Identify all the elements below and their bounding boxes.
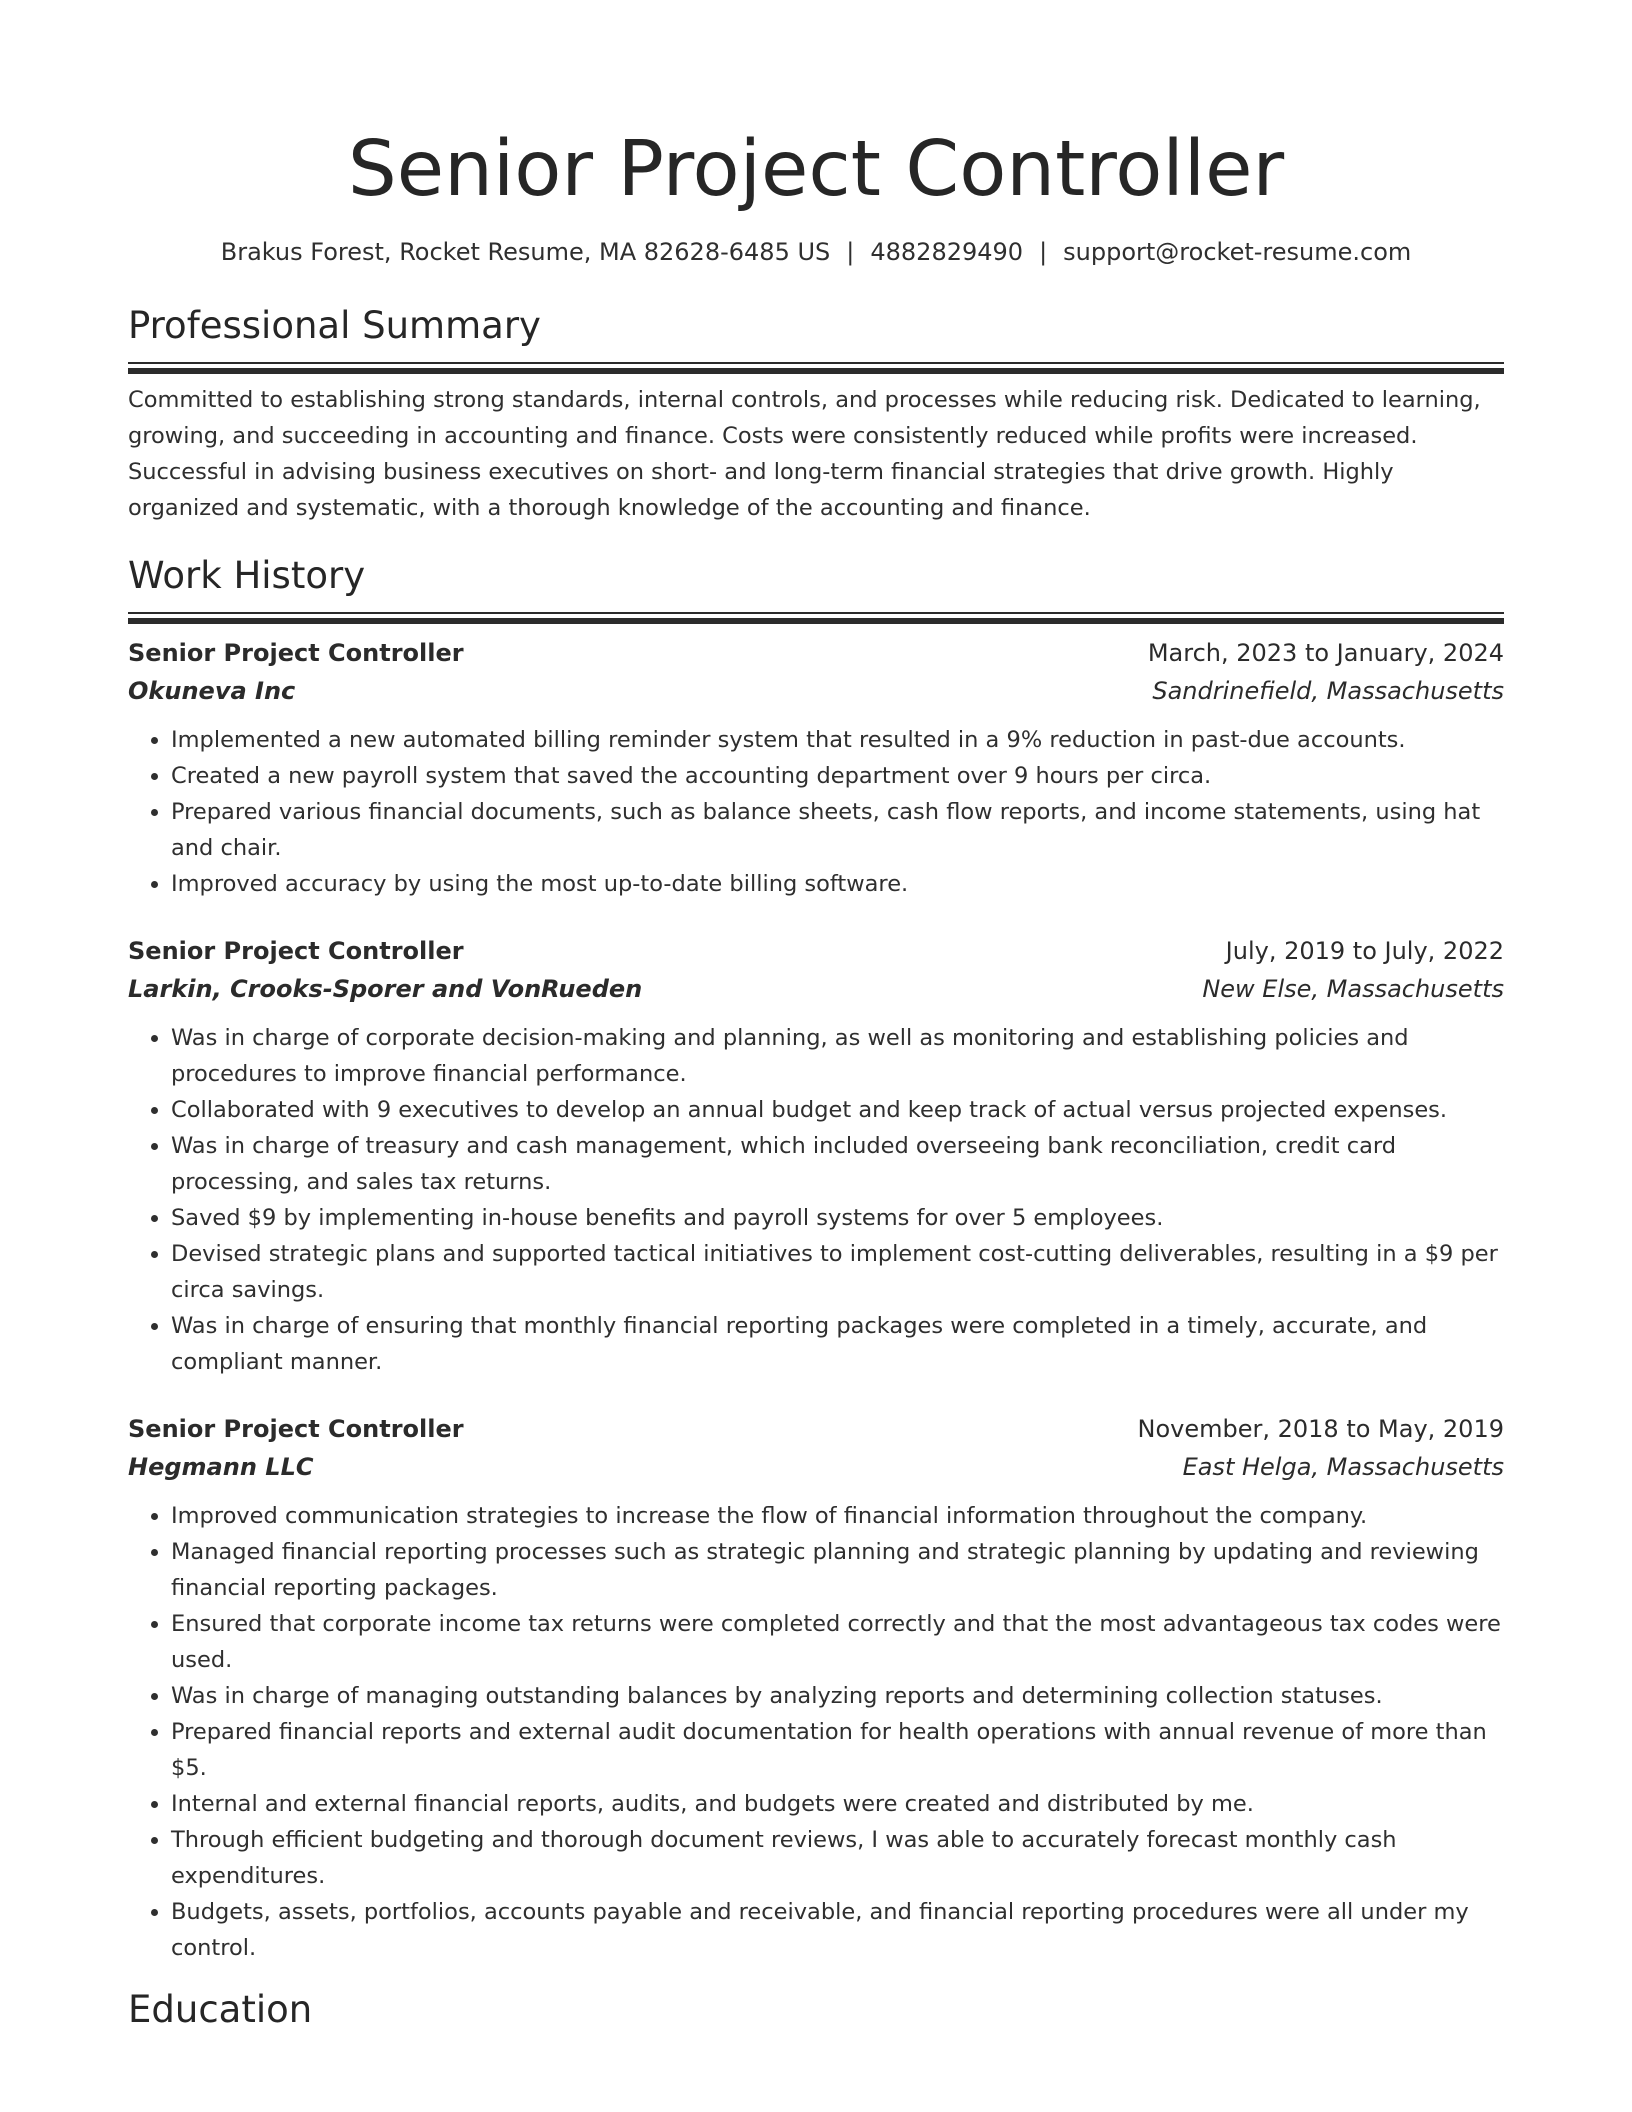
job-company: Okuneva Inc <box>128 677 296 705</box>
job-bullets <box>128 722 1504 902</box>
education-section <box>128 1986 1504 2034</box>
list-item: • Ensured that corporate income tax returns were completed correctly and that the most advantageous tax codes were used. <box>171 1606 1504 1678</box>
list-item: • Budgets, assets, portfolios, accounts payable and receivable, and financial reporting procedures were all under my control. <box>171 1894 1504 1966</box>
section-title-education: Education <box>128 1988 313 2031</box>
job-entry <box>128 932 1504 1380</box>
contact-separator: | <box>1039 238 1048 266</box>
job-subheader <box>128 970 1504 1008</box>
resume-name: Senior Project Controller <box>347 125 1285 214</box>
job-entry <box>128 634 1504 902</box>
job-header <box>128 932 1504 970</box>
list-item: • Internal and external financial reports, audits, and budgets were created and distributed by me. <box>171 1786 1504 1822</box>
resume-page <box>128 0 1504 2034</box>
contact-address: Brakus Forest, Rocket Resume, MA 82628-6485 US <box>220 238 831 266</box>
list-item: • Implemented a new automated billing reminder system that resulted in a 9% reduction in past-due accounts. <box>171 722 1504 758</box>
job-dates: July, 2019 to July, 2022 <box>1225 937 1504 965</box>
list-item: • Collaborated with 9 executives to develop an annual budget and keep track of actual versus projected expenses. <box>171 1092 1504 1128</box>
job-dates: March, 2023 to January, 2024 <box>1147 639 1504 667</box>
list-item: • Improved communication strategies to increase the flow of financial information throughout the company. <box>171 1498 1504 1534</box>
job-title: Senior Project Controller <box>128 1415 464 1443</box>
list-item: • Managed financial reporting processes such as strategic planning and strategic planning by updating and reviewing financial reporting packages. <box>171 1534 1504 1606</box>
list-item: • Devised strategic plans and supported tactical initiatives to implement cost-cutting deliverables, resulting in a $9 per circa savings. <box>171 1236 1504 1308</box>
list-item: • Saved $9 by implementing in-house benefits and payroll systems for over 5 employees. <box>171 1200 1504 1236</box>
job-header <box>128 1410 1504 1448</box>
list-item: • Was in charge of treasury and cash management, which included overseeing bank reconciliation, credit card processing, and sales tax returns. <box>171 1128 1504 1200</box>
job-entry <box>128 1410 1504 1966</box>
work-history-section <box>128 552 1504 1966</box>
job-location: Sandrinefield, Massachusetts <box>1152 677 1504 705</box>
list-item: • Created a new payroll system that saved the accounting department over 9 hours per circa. <box>171 758 1504 794</box>
list-item: • Prepared various financial documents, such as balance sheets, cash flow reports, and income statements, using hat and chair. <box>171 794 1504 866</box>
contact-email: support@rocket-resume.com <box>1063 238 1412 266</box>
list-item: • Was in charge of corporate decision-making and planning, as well as monitoring and establishing policies and procedures to improve financial performance. <box>171 1020 1504 1092</box>
list-item: • Improved accuracy by using the most up-to-date billing software. <box>171 866 1504 902</box>
summary-section <box>128 302 1504 526</box>
job-title: Senior Project Controller <box>128 937 464 965</box>
list-item: • Was in charge of managing outstanding balances by analyzing reports and determining collection statuses. <box>171 1678 1504 1714</box>
job-subheader <box>128 1448 1504 1486</box>
contact-phone: 4882829490 <box>870 238 1024 266</box>
contact-line <box>128 236 1504 268</box>
job-company: Hegmann LLC <box>128 1453 314 1481</box>
section-divider <box>128 612 1504 614</box>
job-location: East Helga, Massachusetts <box>1182 1453 1504 1481</box>
list-item: • Was in charge of ensuring that monthly financial reporting packages were completed in a timely, accurate, and compliant manner. <box>171 1308 1504 1380</box>
job-company: Larkin, Crooks-Sporer and VonRueden <box>128 975 643 1003</box>
section-title-summary: Professional Summary <box>128 304 541 347</box>
job-location: New Else, Massachusetts <box>1202 975 1504 1003</box>
contact-separator: | <box>846 238 855 266</box>
job-dates: November, 2018 to May, 2019 <box>1137 1415 1504 1443</box>
summary-text: Committed to establishing strong standards, internal controls, and processes while reducing risk. Dedicated to learning, growing, and succeeding in accounting and finance. Costs were consistently reduced while profits were increased. Successful in advising business executives on short- and long-term financial strategies that drive growth. Highly organized and systematic, with a thorough knowledge of the accounting and finance. <box>128 387 1481 521</box>
job-bullets <box>128 1020 1504 1380</box>
job-subheader <box>128 672 1504 710</box>
job-header <box>128 634 1504 672</box>
job-title: Senior Project Controller <box>128 639 464 667</box>
section-title-work-history: Work History <box>128 554 366 597</box>
list-item: • Prepared financial reports and external audit documentation for health operations with annual revenue of more than $5. <box>171 1714 1504 1786</box>
section-divider <box>128 362 1504 364</box>
list-item: • Through efficient budgeting and thorough document reviews, I was able to accurately forecast monthly cash expenditures. <box>171 1822 1504 1894</box>
job-bullets <box>128 1498 1504 1966</box>
